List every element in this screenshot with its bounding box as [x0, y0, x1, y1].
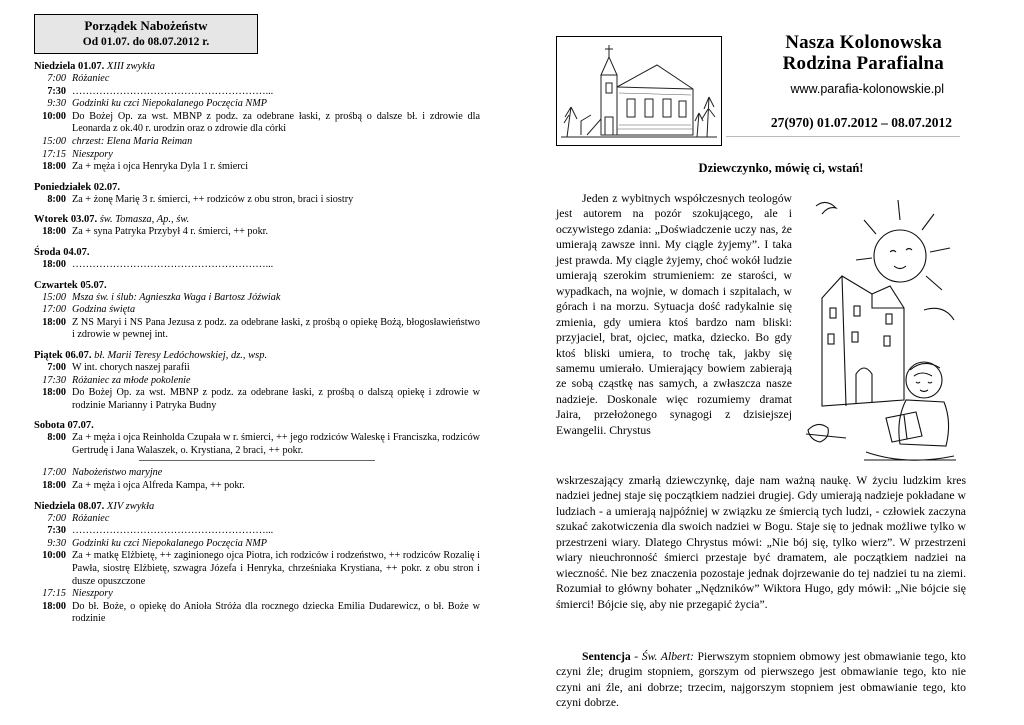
- service-entry: [34, 588, 480, 601]
- schedule-title-box: [34, 14, 258, 54]
- service-time: 18:00: [42, 387, 66, 399]
- bulletin-header: [556, 14, 966, 146]
- service-time: 18:00: [42, 161, 66, 173]
- day-heading: [34, 419, 480, 432]
- issue-divider: [726, 136, 960, 137]
- day-date: Niedziela 01.07.: [34, 61, 105, 72]
- service-time: 10:00: [42, 110, 66, 122]
- service-entry: [34, 467, 480, 480]
- service-entry: [34, 111, 480, 136]
- service-intention: Godzina święta: [72, 304, 136, 316]
- schedule-divider: [139, 460, 375, 461]
- service-time: 18:00: [42, 480, 66, 492]
- service-intention: W int. chorych naszej parafii: [72, 361, 190, 373]
- day-date: Piątek 06.07.: [34, 349, 92, 361]
- service-time: 18:00: [42, 316, 66, 328]
- bulletin-page: [556, 14, 966, 710]
- service-intention: Za + męża i ojca Reinholda Czupała w r. śmierci, ++ jego rodziców Waleskę i Franciszka, rodziców Gertrudę i Jana Walaszek, o. Krystiana, 2 braci, ++ pokr.: [72, 432, 480, 456]
- service-entry: [34, 513, 480, 526]
- church-drawing: [557, 37, 721, 145]
- service-entry: [34, 362, 480, 375]
- service-intention: Godzinki ku czci Niepokalanego Poczęcia NMP: [72, 98, 267, 110]
- service-time: 17:30: [42, 374, 66, 386]
- service-time: 7:30: [47, 525, 66, 537]
- service-intention: Godzinki ku czci Niepokalanego Poczęcia NMP: [72, 537, 267, 549]
- schedule-day: [34, 181, 480, 207]
- day-date: Sobota 07.07.: [34, 420, 94, 432]
- service-entry: [34, 525, 480, 538]
- service-intention: Różaniec za młode pokolenie: [72, 374, 191, 386]
- schedule-page: [34, 14, 480, 633]
- service-entry: [34, 601, 480, 626]
- service-time: 17:00: [42, 467, 66, 479]
- service-entry: [34, 73, 480, 86]
- service-time: 17:15: [42, 588, 66, 600]
- service-time: 7:00: [47, 361, 66, 373]
- service-entry: [34, 480, 480, 493]
- day-feast: XIV zwykła: [106, 500, 155, 512]
- service-entry: [34, 161, 480, 174]
- service-intention: Do Bożej Op. za wst. MBNP z podz. za odebrane łaski, z prośbą o dalsze bł. i zdrowie dla Leonarda z ok.40 r. urodzin oraz o zdrowie dla córki: [72, 110, 480, 135]
- day-heading: [34, 246, 480, 259]
- service-entry: [34, 226, 480, 239]
- day-feast: św. Tomasza, Ap., św.: [99, 214, 190, 226]
- sentencja-author: Św. Albert:: [641, 650, 694, 663]
- service-intention: Za + syna Patryka Przybył 4 r. śmierci, ++ pokr.: [72, 226, 269, 238]
- schedule-day: [34, 279, 480, 342]
- service-entry: [34, 194, 480, 207]
- schedule-day: [34, 60, 480, 174]
- service-intention: Nabożeństwo maryjne: [72, 467, 163, 479]
- service-intention: Nieszpory: [72, 148, 113, 160]
- schedule-title: Porządek Nabożeństw: [84, 18, 208, 33]
- schedule-days: [34, 60, 480, 626]
- service-entry: [34, 387, 480, 412]
- service-intention: Różaniec: [72, 73, 110, 84]
- service-entry: [34, 136, 480, 149]
- service-intention: Do bł. Boże, o opiekę do Anioła Stróża dla rocznego dziecka Emilia Dudarewicz, o bł. Boże w rodzinie: [72, 600, 480, 625]
- day-heading: [34, 279, 480, 292]
- service-intention: …………………………………………………...: [72, 525, 274, 537]
- day-heading: [34, 181, 480, 194]
- service-intention: …………………………………………………...: [72, 258, 274, 270]
- service-time: 9:30: [47, 98, 66, 110]
- service-time: 7:30: [47, 85, 66, 97]
- service-intention: Msza św. i ślub: Agnieszka Waga i Bartosz Jóźwiak: [72, 291, 281, 303]
- issue-number: 27(970) 01.07.2012 – 08.07.2012: [770, 115, 952, 130]
- service-time: 9:30: [47, 537, 66, 549]
- service-entry: [34, 550, 480, 588]
- service-entry: [34, 292, 480, 305]
- service-time: 18:00: [42, 600, 66, 612]
- service-intention: Do Bożej Op. za wst. MBNP z podz. za odebrane łaski, z prośbą o dalszą opiekę i zdrowie w rodzinie Marianny i Patryka Budny: [72, 387, 480, 411]
- day-date: Poniedziałek 02.07.: [34, 181, 121, 193]
- service-time: 18:00: [42, 258, 66, 270]
- service-entry: [34, 538, 480, 551]
- parish-url[interactable]: www.parafia-kolonowskie.pl: [790, 82, 944, 96]
- service-time: 8:00: [47, 432, 66, 444]
- service-time: 10:00: [42, 550, 66, 562]
- service-entry: [34, 98, 480, 111]
- day-heading: [34, 500, 480, 513]
- schedule-day: [34, 246, 480, 272]
- service-time: 15:00: [42, 291, 66, 303]
- service-entry: [34, 432, 480, 457]
- service-intention: chrzest: Elena Maria Reiman: [72, 135, 193, 147]
- sentencja-dash: -: [630, 650, 642, 663]
- service-entry: [34, 317, 480, 342]
- service-intention: Za + żonę Marię 3 r. śmierci, ++ rodziców z obu stron, braci i siostry: [72, 193, 354, 205]
- service-intention: Za + męża i ojca Henryka Dyla 1 r. śmierci: [72, 161, 249, 173]
- day-heading: [34, 349, 480, 362]
- service-time: 7:00: [47, 73, 66, 84]
- service-time: 7:00: [47, 512, 66, 524]
- schedule-day: [34, 213, 480, 239]
- schedule-day: [34, 500, 480, 626]
- service-time: 15:00: [42, 135, 66, 147]
- service-intention: Z NS Maryi i NS Pana Jezusa z podz. za odebrane łaski, z prośbą o opiekę Bożą, błogosławieństwo i zdrowie w pewnej int.: [72, 316, 480, 341]
- day-heading: [34, 213, 480, 226]
- service-intention: …………………………………………………...: [72, 85, 274, 97]
- sentencja: [556, 649, 966, 711]
- article-wide-text: wskrzeszający zmarłą dziewczynkę, daje nam ważną naukę. W życiu ludzkim kres nadziei jednej staje się początkiem nadziei drugiej. Gdy umierają nadzieje pokładane w ludziach - a umierają najpóźniej w związku ze śmiercią tych ludzi, - człowiek zaczyna szukać zakotwiczenia dla swoich nadziei w Bogu. Staje się to jednak możliwe tylko w przestrzeni wiary. Dlatego Chrystus mówi: „Nie bój się, tylko wierz”. W przestrzeni wiary nieuchronność śmierci przestaje być dramatem, ale początkiem nadziei na wieczność. Nie bez znaczenia pozostaje jednak dojrzewanie do tej nadziei tu na ziemi. Rozumiał to główny bohater „Nędzników” Wiktora Hugo, gdy mówił: „Nie bójcie się śmierci! Bójcie się, aby nie przegapić życia”.: [556, 474, 966, 611]
- day-date: Wtorek 03.07.: [34, 214, 98, 226]
- article-title: Dziewczynko, mówię ci, wstań!: [698, 161, 864, 175]
- day-date: Niedziela 08.07.: [34, 500, 105, 512]
- article-column-text: Jeden z wybitnych współczesnych teologów jest autorem na pozór szokującego, ale i oczywistego zdania: „Doświadczenie uczy nas, że umierają zawsze inni. My ciągle żyjemy”. I taka jest prawda. My ciągle żyjemy, choć wokół ludzie umierają szerokim strumieniem: ze starości, w wypadkach, na wojnie, w domach i szpitalach, w górach i na morzu. Sytuacja dość radykalnie się zmienia, gdy umiera ktoś bardzo nam bliski: przyjaciel, brat, ojciec, matka, dziecko. Bo gdy ktoś bliski umiera, to trochę tak, jakby się samemu umierało. Umierający bowiem zabierają ze sobą cząstkę nas samych, a zwłaszcza nasze nadzieje. Doskonale więc rozumiemy dramat Jaira, przełożonego synagogi z dzisiejszej Ewangelii. Chrystus: [556, 192, 792, 437]
- service-entry: [34, 149, 480, 162]
- day-date: Czwartek 05.07.: [34, 279, 107, 291]
- service-entry: [34, 304, 480, 317]
- sentencja-text: Pierwszym stopniem obmowy jest obmawianie tego, kto czyni źle; drugim stopniem, gorszym od pierwszego jest obmawianie tego, kto nie czyni ani źle, ani dobrze; trzecim, najgorszym stopniem jest obmawianie tego, kto czyni dobrze.: [556, 650, 966, 710]
- service-time: 17:00: [42, 304, 66, 316]
- service-time: 8:00: [47, 193, 66, 205]
- service-intention: Za + męża i ojca Alfreda Kampa, ++ pokr.: [72, 480, 245, 492]
- service-intention: Różaniec: [72, 512, 110, 524]
- bulletin-name-line1: Nasza Kolonowska: [785, 32, 942, 53]
- service-intention: Nieszpory: [72, 588, 113, 600]
- day-heading: [34, 60, 480, 73]
- service-entry: [34, 259, 480, 272]
- schedule-range: Od 01.07. do 08.07.2012 r.: [82, 36, 210, 48]
- service-intention: Za + matkę Elżbietę, ++ zaginionego ojca Piotra, ich rodziców i rodzeństwo, ++ rodziców Rozalię i Pawła, siostrę Elżbietę, szwagra Józefa i Henryka, chrześniaka Krystiana, ++ pokr. z obu stron i dusze opuszczone: [72, 550, 480, 587]
- service-time: 17:15: [42, 148, 66, 160]
- day-feast: bł. Marii Teresy Ledóchowskiej, dz., wsp.: [94, 349, 268, 361]
- sentencja-label: Sentencja: [582, 650, 631, 663]
- schedule-day: [34, 419, 480, 492]
- illustration-girl-house: [806, 190, 958, 474]
- girl-house-drawing: [806, 190, 958, 474]
- service-entry: [34, 86, 480, 99]
- church-image: [556, 36, 722, 146]
- day-feast: XIII zwykła: [106, 61, 156, 72]
- service-time: 18:00: [42, 226, 66, 238]
- schedule-day: [34, 349, 480, 412]
- bulletin-name-line2: Rodzina Parafialna: [782, 53, 944, 74]
- service-entry: [34, 375, 480, 388]
- day-date: Środa 04.07.: [34, 246, 90, 258]
